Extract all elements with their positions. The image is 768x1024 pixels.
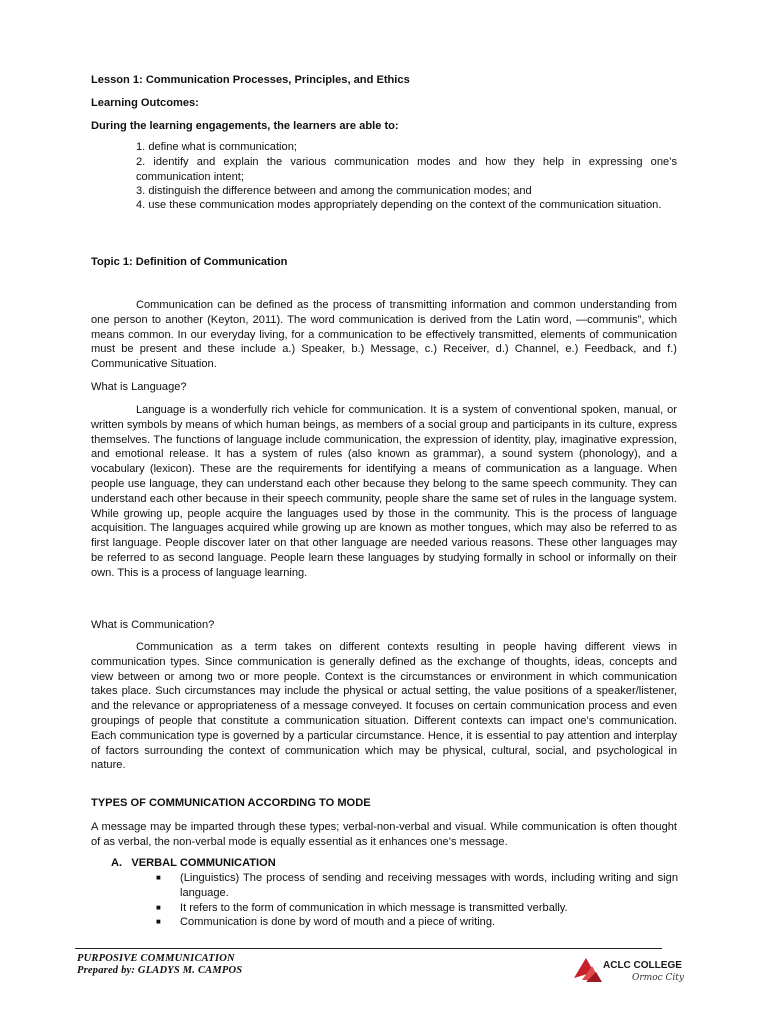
verbal-bullet-2: [156, 901, 678, 916]
topic-heading: Topic 1: Definition of Communication: [91, 256, 288, 268]
definition-paragraph: Communication can be defined as the process of transmitting information and common understanding from one person to another (Keyton, 2011). The word communication is derived from the Latin word, —communis”, which means common. In our everyday living, for a communication to be effectively transmitted, elements of communication must be present and these include a.) Speaker, b.) Message, c.) Receiver, d.) Channel, e.) Feedback, and f.) Communicative Situation.: [91, 299, 677, 371]
lesson-title: Lesson 1: Communication Processes, Principles, and Ethics: [91, 74, 410, 86]
verbal-heading: A. VERBAL COMMUNICATION: [111, 857, 276, 869]
what-is-language-heading: What is Language?: [91, 381, 187, 393]
language-paragraph: Language is a wonderfully rich vehicle for communication. It is a system of conventional spoken, manual, or written symbols by means of which human beings, as members of a social group and participants in its culture, express themselves. The functions of language include communication, the expression of identity, play, imaginative expression, and emotional release. It has a system of rules (also known as grammar), a sound system (phonology), and a vocabulary (lexicon). These are the requirements for identifying a means of communication as a language. When people use language, they can understand each other because they belong to the same speech community. They can understand each other because in their speech community, people share the same set of rules in the language system. While growing up, people acquire the languages used by those in the community. This is the process of language acquisition. The languages acquired while growing up are known as mother tongues, which may also be referred to as first language. People discover later on that other language are needed various reasons. These other languages may be referred to as second language. People learn these languages by studying formally in school or informally on their own. This is a process of language learning.: [91, 404, 677, 579]
logo-name: ACLC COLLEGE: [603, 960, 682, 971]
outcome-item-3: 3. distinguish the difference between and among the communication modes; and: [136, 185, 532, 197]
verbal-bullet-text: (Linguistics) The process of sending and receiving messages with words, including writing and sign language.: [180, 872, 678, 899]
outcomes-intro: During the learning engagements, the learners are able to:: [91, 120, 399, 132]
types-heading: TYPES OF COMMUNICATION ACCORDING TO MODE: [91, 797, 371, 809]
types-paragraph: A message may be imparted through these types; verbal-non-verbal and visual. While communication is often thought of as verbal, the non-verbal mode is equally essential as it enhances one’s message.: [91, 821, 677, 848]
outcome-item-4: 4. use these communication modes appropriately depending on the context of the communication situation.: [136, 199, 662, 211]
footer-divider: [75, 948, 662, 949]
learning-outcomes-heading: Learning Outcomes:: [91, 97, 199, 109]
verbal-bullet-text: It refers to the form of communication in which message is transmitted verbally.: [180, 902, 568, 914]
bullet-square-icon: ■: [156, 873, 161, 882]
verbal-bullet-1: [156, 871, 678, 901]
what-is-communication-heading: What is Communication?: [91, 619, 215, 631]
aclc-college-logo: [572, 952, 684, 986]
logo-city: Ormoc City: [632, 973, 684, 983]
outcome-item-1: 1. define what is communication;: [136, 141, 297, 153]
outcome-item-2: 2. identify and explain the various communication modes and how they help in expressing one’s communication intent;: [136, 156, 677, 183]
verbal-bullet-text: Communication is done by word of mouth and a piece of writing.: [180, 916, 496, 928]
bullet-square-icon: ■: [156, 903, 161, 912]
footer-prepared-by: Prepared by: GLADYS M. CAMPOS: [77, 965, 243, 976]
verbal-bullet-3: [156, 915, 678, 930]
communication-paragraph: Communication as a term takes on different contexts resulting in people having different views in communication types. Since communication is generally defined as the exchange of thoughts, ideas, concepts and view between or among two or more people. Context is the circumstances or environment in which communication takes place. Such circumstances may include the physical or actual setting, the value positions of a speaker/listener, and the relevance or appropriateness of a message conveyed. It focuses on certain communication process and even groupings of people that constitute a communication situation. Different contexts can impact one’s communication. Each communication type is governed by a particular circumstance. Hence, it is essential to pay attention and interplay of factors surrounding the context of communication which may be physical, cultural, social, and psychological in nature.: [91, 641, 677, 772]
bullet-square-icon: ■: [156, 917, 161, 926]
footer-course: PURPOSIVE COMMUNICATION: [77, 953, 235, 964]
